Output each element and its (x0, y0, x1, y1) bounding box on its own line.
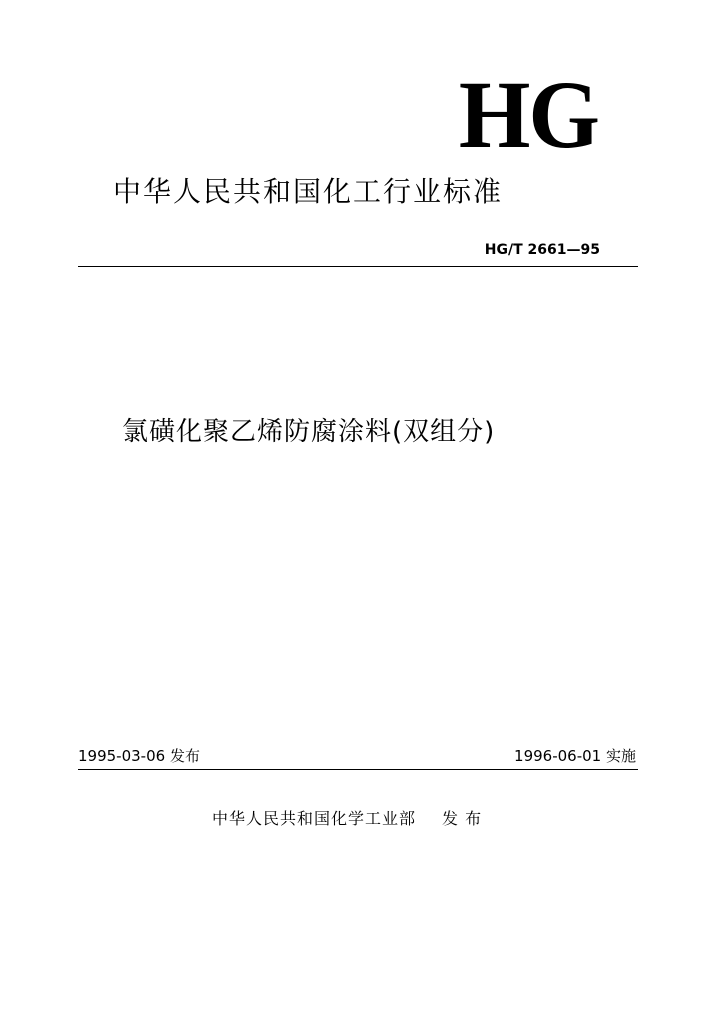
bottom-divider (78, 769, 638, 770)
publisher-name: 中华人民共和国化学工业部 (212, 809, 417, 828)
document-title: 氯磺化聚乙烯防腐涂料(双组分) (122, 417, 496, 447)
standard-number: HG/T 2661—95 (484, 242, 600, 258)
effective-date: 1996-06-01 实施 (514, 747, 636, 765)
issue-date: 1995-03-06 发布 (78, 747, 200, 765)
publisher-action: 发 布 (442, 809, 483, 828)
top-divider (78, 266, 638, 267)
standard-category: 中华人民共和国化工行业标准 (113, 175, 504, 208)
hg-logo: HG (458, 60, 598, 168)
publisher-line (212, 808, 482, 830)
